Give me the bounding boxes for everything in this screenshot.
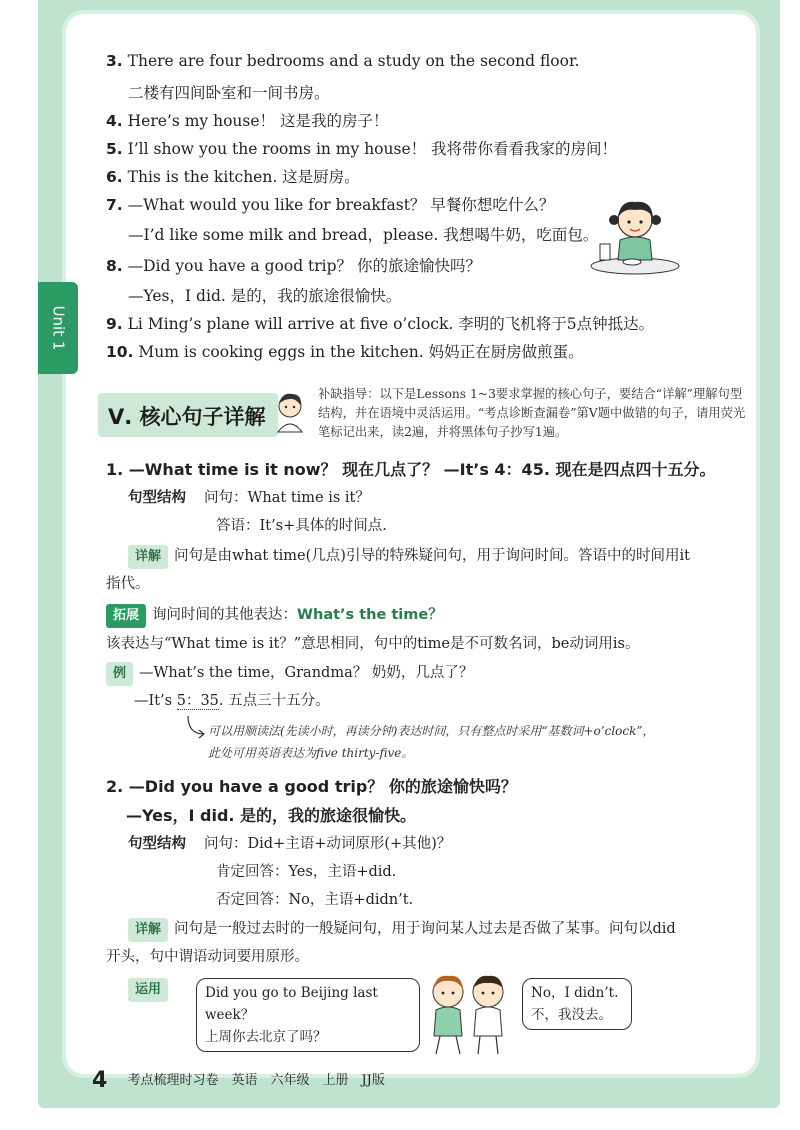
unit-tab-label: Unit 1: [49, 305, 68, 351]
page-number: 4: [92, 1068, 108, 1093]
sentence-8: 8. —Did you have a good trip？ 你的旅途愉快吗？: [106, 257, 481, 275]
sentence-6: 6. This is the kitchen. 这是厨房。: [106, 168, 360, 186]
item1-detail-cont: 指代。: [106, 576, 150, 592]
item1-detail: 详解 问句是由what time(几点)引导的特殊疑问句，用于询问时间。答语中的时间用it: [128, 545, 690, 569]
item2-heading-reply: —Yes，I did. 是的，我的旅途很愉快。: [126, 806, 417, 825]
item1-example-answer: —It’s 5：35. 五点三十五分。: [134, 693, 330, 709]
item1-answer-pattern: 答语：It’s+具体的时间点.: [216, 518, 387, 534]
unit-tab: [38, 282, 78, 374]
girl-breakfast-illustration: [590, 196, 680, 276]
sentence-3-translation: 二楼有四间卧室和一间书房。: [128, 84, 330, 102]
teacher-icon: [270, 388, 312, 438]
sentence-8-reply: —Yes，I did. 是的，我的旅途很愉快。: [128, 287, 402, 305]
item1-extension-explain: 该表达与“What time is it？”意思相同，句中的time是不可数名词，be动词用is。: [106, 636, 640, 652]
item2-heading: 2. —Did you have a good trip？ 你的旅途愉快吗？: [106, 777, 517, 796]
item2-structure: 句型结构 问句：Did+主语+动词原形(+其他)？: [128, 836, 452, 852]
item2-detail: 详解 问句是一般过去时的一般疑问句，用于询问某人过去是否做了某事。问句以did: [128, 918, 676, 942]
item2-detail-cont: 开头，句中谓语动词要用原形。: [106, 949, 309, 965]
footer-book-title: 考点梳理时习卷 英语 六年级 上册 JJ版: [127, 1073, 385, 1088]
sentence-5: 5. I’ll show you the rooms in my house！ 我将带你看看我家的房间！: [106, 140, 618, 158]
item2-use: 运用: [128, 978, 174, 1002]
sentence-9: 9. Li Ming’s plane will arrive at five o’clock. 李明的飞机将于5点钟抵达。: [106, 315, 655, 333]
item1-structure: 句型结构 问句：What time is it？: [128, 490, 370, 506]
sentence-10: 10. Mum is cooking eggs in the kitchen. 妈妈正在厨房做煎蛋。: [106, 343, 584, 361]
study-guide-note: 补缺指导：以下是Lessons 1~3要求掌握的核心句子，要结合“详解”理解句型结构，并在语境中灵活运用。“考点诊断查漏卷”第Ⅴ题中做错的句子，请用荧光笔标记出来，读2遍，并将黑体句子抄写1遍。: [318, 387, 746, 439]
note-arrow-icon: [184, 714, 208, 742]
sentence-7: 7. —What would you like for breakfast？ 早餐你想吃什么？: [106, 196, 555, 214]
children-illustration: [422, 970, 518, 1056]
sentence-4: 4. Here’s my house！ 这是我的房子！: [106, 112, 389, 130]
item1-extension: 拓展 询问时间的其他表达：What’s the time？: [106, 604, 443, 628]
item1-note-line2: 此处可用英语表达为five thirty-five。: [208, 746, 414, 760]
item2-positive: 肯定回答：Yes，主语+did.: [216, 864, 397, 880]
speech-bubble-answer: No，I didn’t. 不，我没去。: [522, 978, 632, 1030]
speech-bubble-question: Did you go to Beijing last week？ 上周你去北京了吗？: [196, 978, 420, 1052]
sentence-3: 3. There are four bedrooms and a study on the second floor.: [106, 52, 580, 70]
item1-example: 例 —What’s the time，Grandma？ 奶奶，几点了？: [106, 662, 473, 686]
sentence-7-reply: —I’d like some milk and bread，please. 我想喝牛奶，吃面包。: [128, 226, 599, 244]
item1-heading: 1. —What time is it now？ 现在几点了？ —It’s 4：45. 现在是四点四十五分。: [106, 460, 716, 479]
page-footer: [92, 1068, 385, 1093]
item2-negative: 否定回答：No，主语+didn’t.: [216, 892, 414, 908]
section-title: Ⅴ. 核心句子详解: [108, 405, 266, 429]
item1-note-line1: 可以用顺读法(先读小时，再读分钟)表达时间，只有整点时采用“基数词+o’clock”，: [208, 724, 655, 738]
